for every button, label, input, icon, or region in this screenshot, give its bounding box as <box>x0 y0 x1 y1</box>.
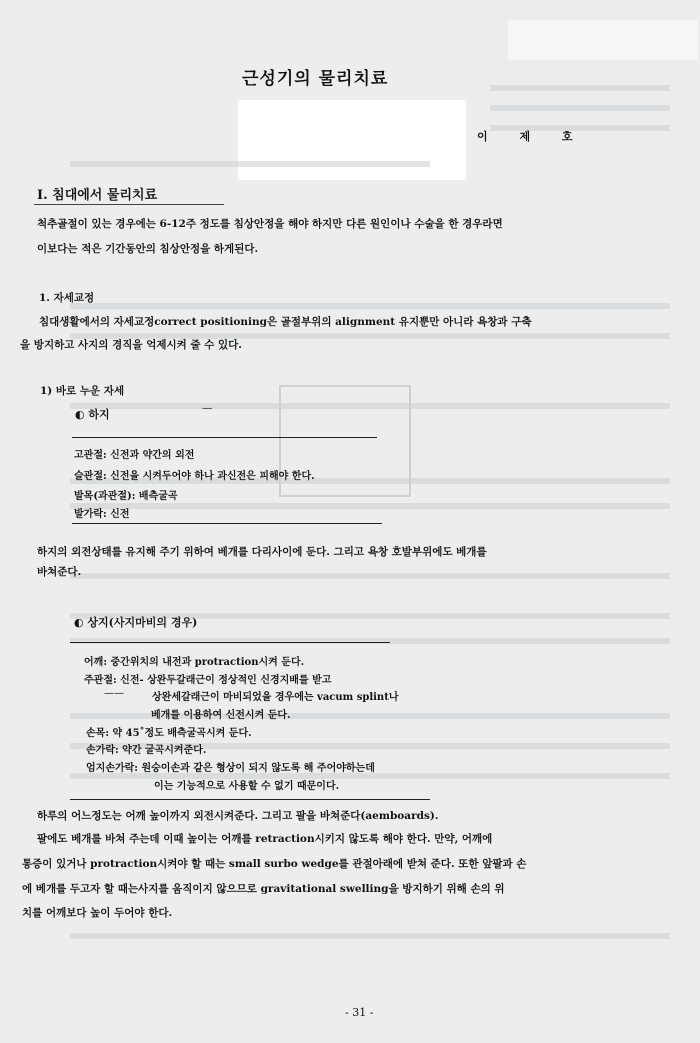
positioning-line-1: 침대생활에서의 자세교정correct positioning은 골절부위의 alignment 유지뿐만 아니라 욕창과 구축 <box>39 316 532 328</box>
lower-item-knee: 슬관절: 신전을 시켜두어야 하나 과신전은 피해야 한다. <box>74 471 315 482</box>
positioning-line-2: 을 방지하고 사지의 경직을 억제시켜 줄 수 있다. <box>20 339 242 351</box>
lower-item-hip: 고관절: 신전과 약간의 외전 <box>74 450 195 461</box>
upper-item-fingers: 손가락: 약간 굴곡시켜준다. <box>86 745 207 756</box>
closing-line-4: 에 베개를 두고자 할 때는사지를 움직이지 않으므로 gravitational swelling을 방지하기 위해 손의 위 <box>22 883 505 895</box>
upper-elbow-dash: —— <box>104 688 124 699</box>
author-name: 이 제 호 <box>477 130 587 143</box>
upper-item-thumb-cont: 이는 기능적으로 사용할 수 없기 때문이다. <box>154 781 340 792</box>
lower-limb-rule-top <box>72 437 377 438</box>
upper-item-thumb: 엄지손가락: 원숭이손과 같은 형상이 되지 않도록 해 주어야하는데 <box>86 763 375 774</box>
lower-limb-heading: ◐ 하지 <box>75 408 110 421</box>
upper-item-wrist: 손목: 약 45˚정도 배측굴곡시켜 둔다. <box>86 728 252 739</box>
lower-limb-rule-bottom <box>72 523 382 524</box>
document-title: 근성기의 물리치료 <box>242 69 389 89</box>
page-number: - 31 - <box>345 1006 374 1019</box>
lower-note-line-1: 하지의 외전상태를 유지해 주기 위하여 베개를 다리사이에 둔다. 그리고 욕창 호발부위에도 베개를 <box>37 546 487 558</box>
lower-item-ankle: 발목(과관절): 배측굴곡 <box>74 491 178 502</box>
upper-item-elbow-cont-1: 상완세갈래근이 마비되었을 경우에는 vacum splint나 <box>152 692 399 703</box>
upper-limb-rule-bottom <box>70 799 430 800</box>
intro-line-2: 이보다는 적은 기간동안의 침상안정을 하게된다. <box>37 243 259 255</box>
subsection-heading: 1. 자세교정 <box>39 292 95 304</box>
closing-line-3: 통증이 있거나 protraction시켜야 할 때는 small surbo wedge를 관절아래에 받쳐 준다. 또한 앞팔과 손 <box>22 858 527 870</box>
upper-item-elbow: 주관절: 신전- 상완두갈래근이 정상적인 신경지배를 받고 <box>84 675 332 686</box>
upper-limb-heading: ◐ 상지(사지마비의 경우) <box>74 616 198 629</box>
paper-patch <box>508 20 698 60</box>
closing-line-5: 치를 어깨보다 높이 두어야 한다. <box>22 907 173 919</box>
section-heading: Ⅰ. 침대에서 물리치료 <box>37 188 158 203</box>
upper-limb-rule-top <box>70 642 390 643</box>
upper-item-shoulder: 어깨: 중간위치의 내전과 protraction시켜 둔다. <box>84 657 305 668</box>
upper-item-elbow-cont-2: 베개를 이용하여 신전시켜 둔다. <box>151 710 291 721</box>
lower-item-toes: 발가락: 신전 <box>74 509 130 520</box>
closing-line-2: 팔에도 베개를 바쳐 주는데 이때 높이는 어깨를 retraction시키지 않도록 해야 한다. 만약, 어깨에 <box>37 833 493 845</box>
lower-limb-dash: — <box>202 402 213 414</box>
intro-line-1: 척추골절이 있는 경우에는 6-12주 정도를 침상안정을 해야 하지만 다른 원인이나 수술을 한 경우라면 <box>37 218 503 230</box>
closing-line-1: 하루의 어느정도는 어깨 높이까지 외전시켜준다. 그리고 팔을 바쳐준다(aemboards). <box>37 810 439 822</box>
supine-heading: 1) 바로 누운 자세 <box>40 385 125 397</box>
lower-note-line-2: 바쳐준다. <box>37 566 82 578</box>
section-heading-underline <box>34 204 224 205</box>
